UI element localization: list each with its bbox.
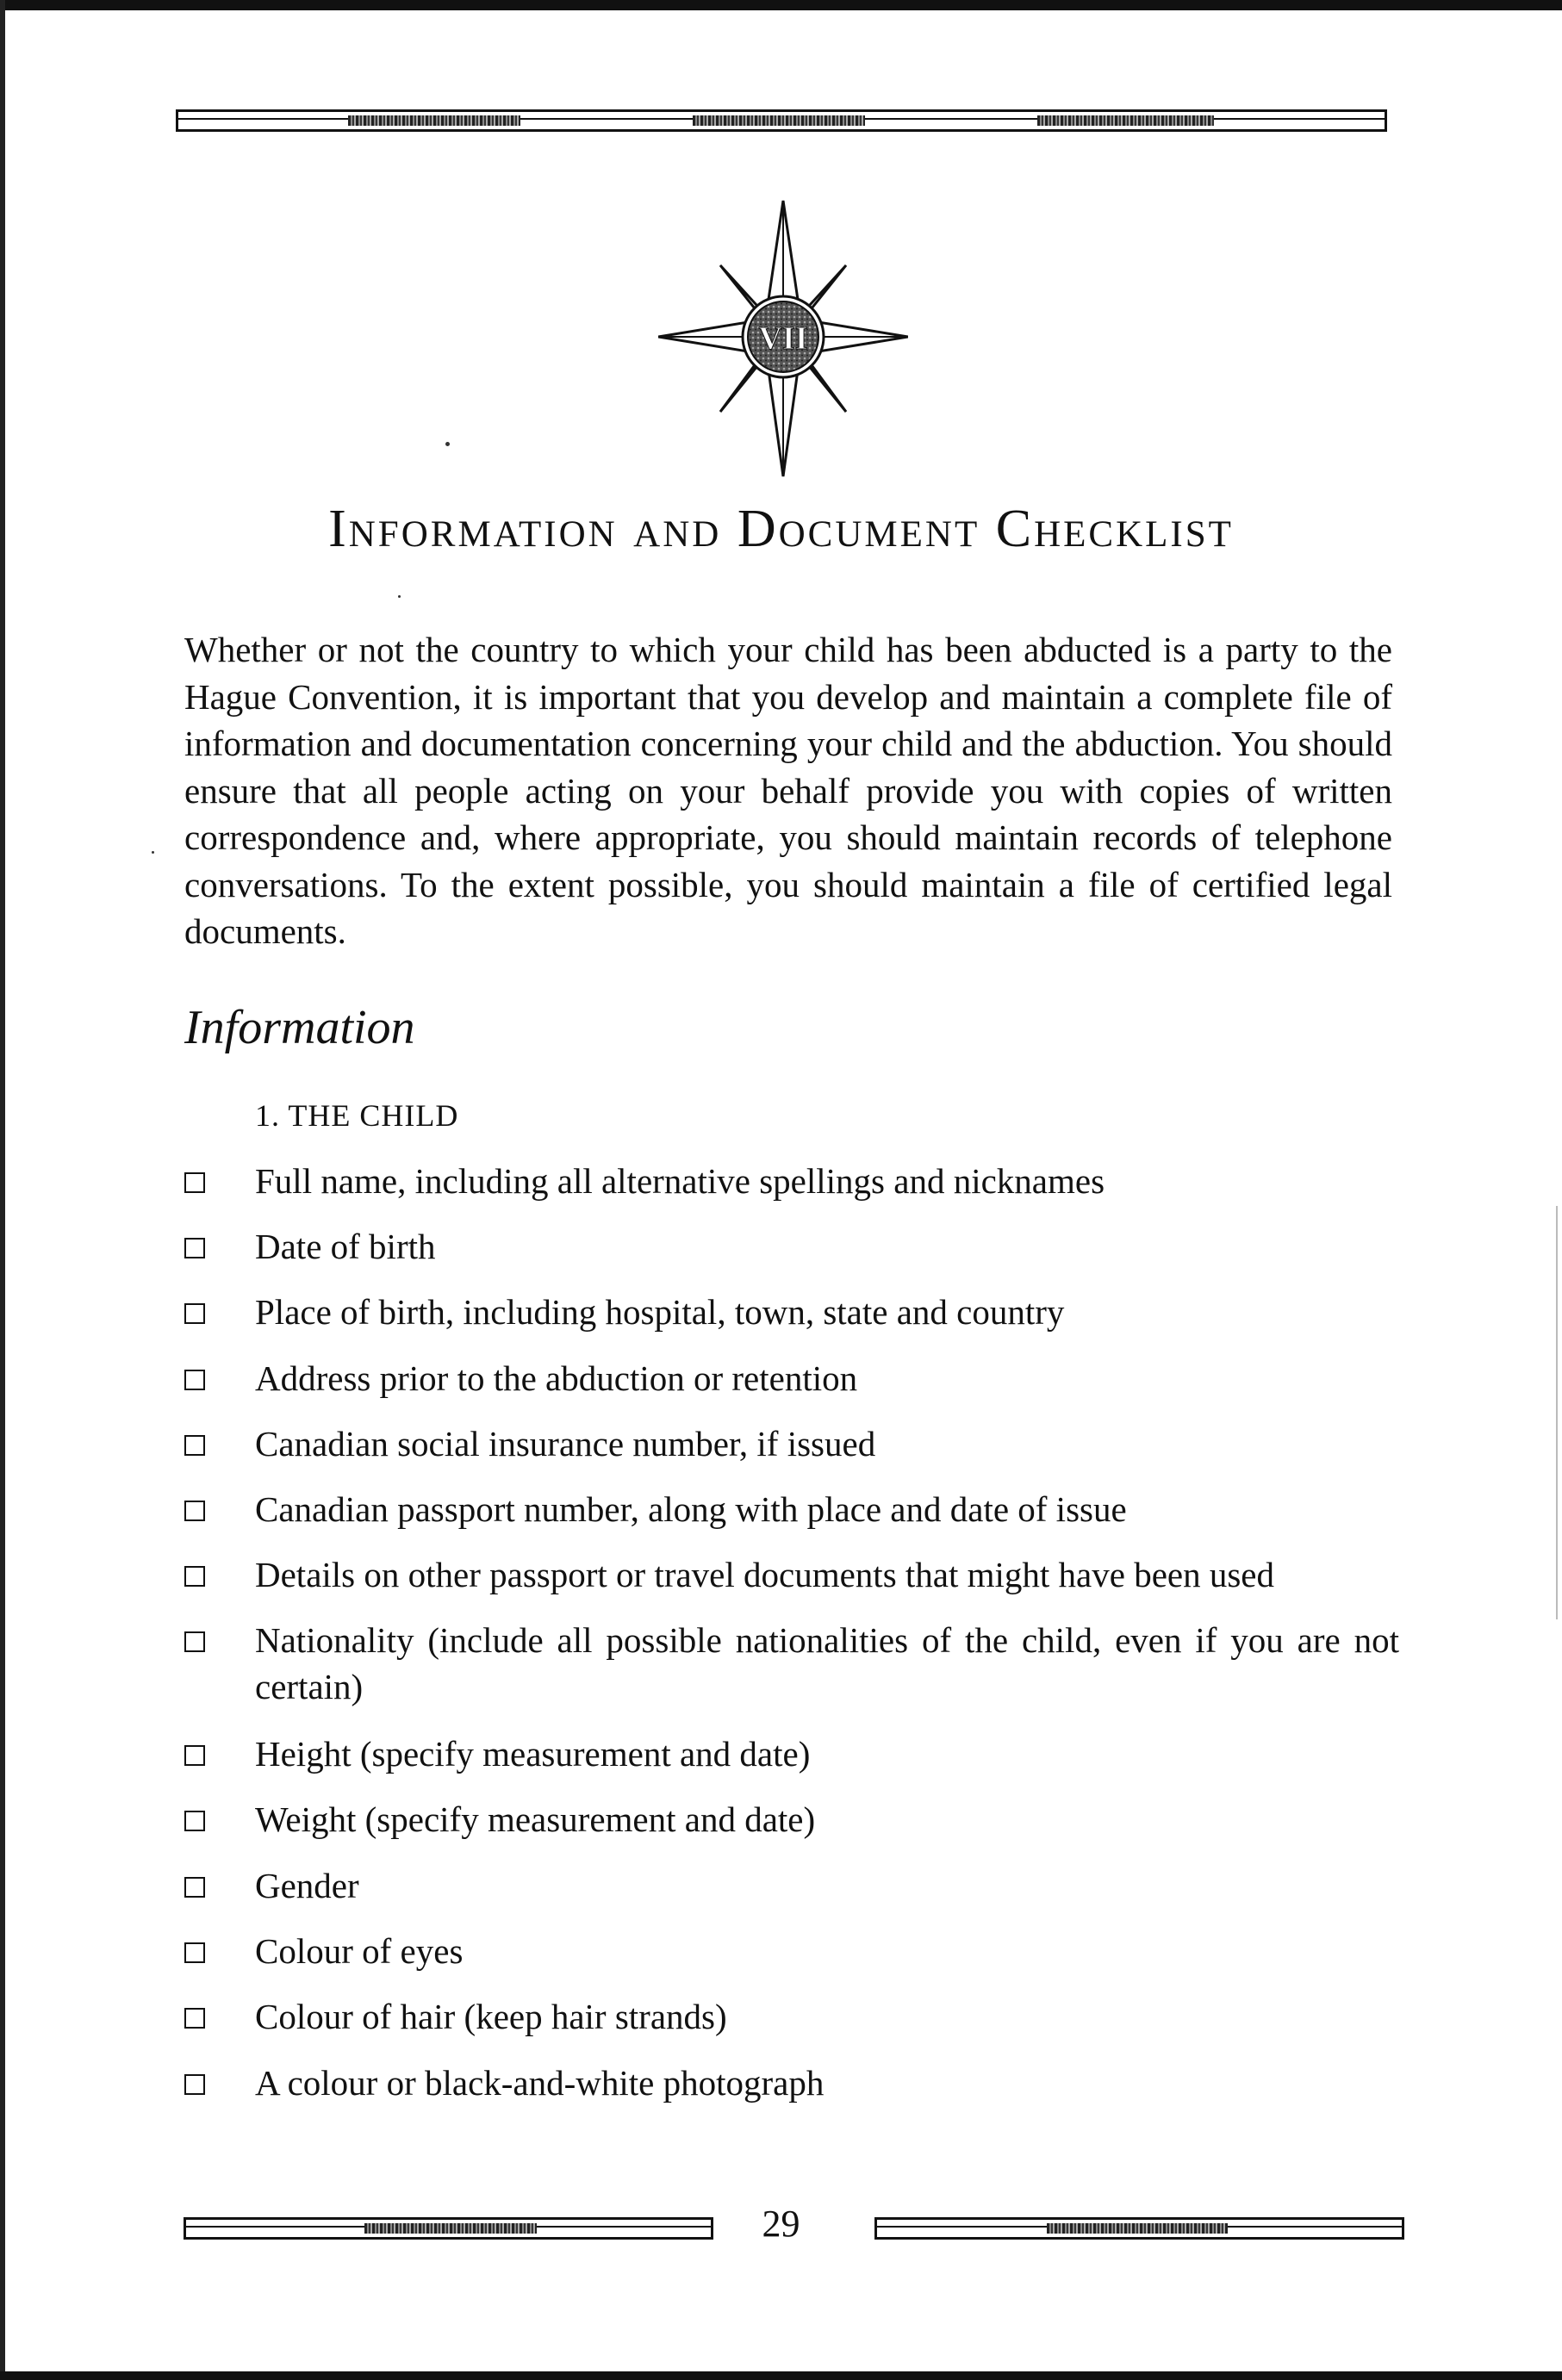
checkbox[interactable] bbox=[184, 1238, 205, 1258]
checkbox[interactable] bbox=[184, 1631, 205, 1652]
scan-speck bbox=[445, 442, 450, 446]
checkbox[interactable] bbox=[184, 2074, 205, 2095]
scan-edge-left bbox=[0, 0, 5, 2380]
top-decorative-rule bbox=[176, 109, 1387, 132]
scan-speck bbox=[398, 595, 401, 598]
checkbox[interactable] bbox=[184, 1172, 205, 1193]
checklist-item-label: Nationality (include all possible nationalities of the child, even if you are not certain) bbox=[255, 1620, 1399, 1706]
checklist-item-label: Address prior to the abduction or retention bbox=[255, 1358, 858, 1398]
checkbox[interactable] bbox=[184, 1501, 205, 1521]
checklist-item-label: Place of birth, including hospital, town, state and country bbox=[255, 1292, 1065, 1332]
page-title: Information and Document Checklist bbox=[328, 500, 1234, 558]
compass-ornament-icon bbox=[658, 196, 908, 481]
checkbox[interactable] bbox=[184, 1811, 205, 1831]
checkbox[interactable] bbox=[184, 2008, 205, 2029]
scan-margin-mark bbox=[1556, 1206, 1558, 1619]
checklist-item-label: Date of birth bbox=[255, 1227, 436, 1266]
checklist-item-label: Gender bbox=[255, 1866, 359, 1905]
checklist-item-label: Canadian social insurance number, if issued bbox=[255, 1424, 876, 1463]
bottom-right-decorative-rule bbox=[874, 2217, 1404, 2240]
checklist-item-label: Details on other passport or travel documents that might have been used bbox=[255, 1555, 1274, 1594]
checkbox[interactable] bbox=[184, 1942, 205, 1963]
chapter-numeral: VII bbox=[758, 320, 808, 357]
checklist-item-label: Full name, including all alternative spellings and nicknames bbox=[255, 1161, 1105, 1201]
checkbox[interactable] bbox=[184, 1303, 205, 1324]
checklist-item-label: Height (specify measurement and date) bbox=[255, 1734, 811, 1774]
scan-edge-bottom bbox=[0, 2371, 1562, 2380]
checkbox[interactable] bbox=[184, 1877, 205, 1898]
section-heading: Information bbox=[184, 1001, 415, 1054]
subsection-heading: 1. THE CHILD bbox=[255, 1098, 459, 1133]
checkbox[interactable] bbox=[184, 1566, 205, 1587]
scan-speck bbox=[152, 851, 154, 854]
scan-edge-top bbox=[0, 0, 1562, 10]
page-number: 29 bbox=[762, 2203, 800, 2245]
checklist-item-label: Canadian passport number, along with place and date of issue bbox=[255, 1489, 1127, 1529]
intro-paragraph: Whether or not the country to which your child has been abducted is a party to the Hague Convention, it is important that you develop and maintain a complete file of information and documentation concerning your child and the abduction. You should ensure that all people acting on your behalf provide you with copies of written correspondence and, where appropriate, you should maintain records of telephone conversations. To the extent possible, you should maintain a file of certified legal documents. bbox=[184, 630, 1392, 951]
checklist-item-label: Weight (specify measurement and date) bbox=[255, 1799, 816, 1839]
checklist-item-label: Colour of hair (keep hair strands) bbox=[255, 1997, 727, 2036]
checklist-item-label: Colour of eyes bbox=[255, 1931, 464, 1971]
checkbox[interactable] bbox=[184, 1370, 205, 1390]
checklist-item-label: A colour or black-and-white photograph bbox=[255, 2063, 825, 2103]
checkbox[interactable] bbox=[184, 1435, 205, 1456]
checkbox[interactable] bbox=[184, 1745, 205, 1766]
